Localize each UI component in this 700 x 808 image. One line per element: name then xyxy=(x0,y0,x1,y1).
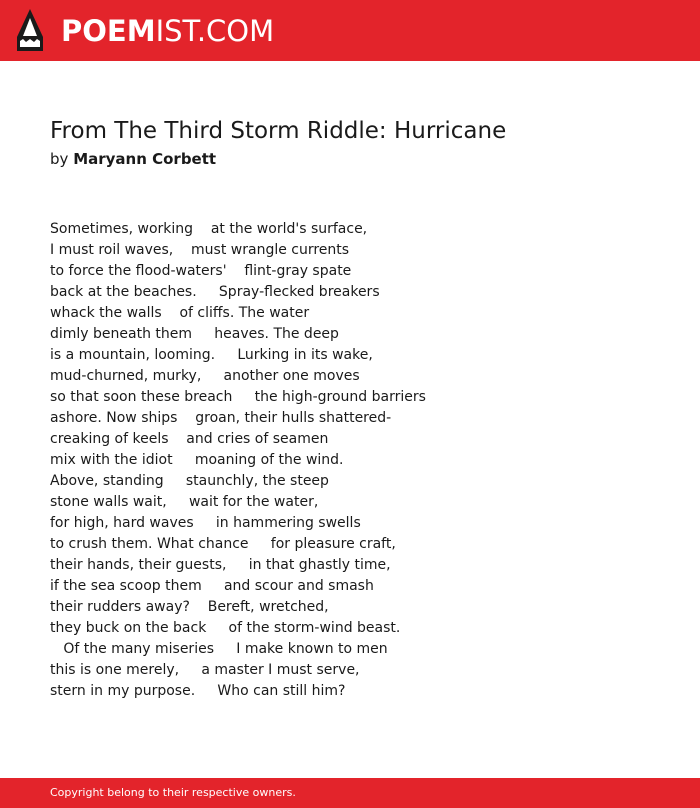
poem-line: back at the beaches. Spray-flecked breakers xyxy=(50,284,380,300)
poem-line: I must roil waves, must wrangle currents xyxy=(50,242,350,258)
poem-line: they buck on the back of the storm-wind beast. xyxy=(50,620,401,636)
byline xyxy=(50,149,216,169)
poem-line: stern in my purpose. Who can still him? xyxy=(50,683,346,699)
poem-line: their hands, their guests, in that ghastly time, xyxy=(50,557,391,573)
author-name: Maryann Corbett xyxy=(73,150,217,168)
poem-line: whack the walls of cliffs. The water xyxy=(50,305,310,321)
by-label: by xyxy=(50,150,69,168)
poem-title: From The Third Storm Riddle: Hurricane xyxy=(50,118,507,144)
site-header xyxy=(0,0,700,61)
poem-line: so that soon these breach the high-ground barriers xyxy=(50,389,426,405)
logo-bold-text: POEM xyxy=(61,14,156,48)
poem-line: ashore. Now ships groan, their hulls shattered- xyxy=(50,410,392,426)
poem-line: dimly beneath them heaves. The deep xyxy=(50,326,339,342)
site-logo[interactable] xyxy=(61,11,274,51)
site-footer xyxy=(0,778,700,808)
poem-line: mud-churned, murky, another one moves xyxy=(50,368,360,384)
poem-line: to force the flood-waters' flint-gray spate xyxy=(50,263,352,279)
poem-line: this is one merely, a master I must serve, xyxy=(50,662,360,678)
poem-body xyxy=(50,219,426,702)
poem-line: if the sea scoop them and scour and smash xyxy=(50,578,374,594)
poem-line: for high, hard waves in hammering swells xyxy=(50,515,361,531)
poem-line: mix with the idiot moaning of the wind. xyxy=(50,452,344,468)
logo-light-text: IST.COM xyxy=(155,14,275,48)
poem-line: their rudders away? Bereft, wretched, xyxy=(50,599,329,615)
copyright-notice: Copyright belong to their respective owners. xyxy=(50,786,296,799)
poem-line: to crush them. What chance for pleasure craft, xyxy=(50,536,396,552)
poem-line: stone walls wait, wait for the water, xyxy=(50,494,319,510)
pencil-tip-icon[interactable] xyxy=(17,9,43,51)
poem-line: Above, standing staunchly, the steep xyxy=(50,473,329,489)
poem-line: is a mountain, looming. Lurking in its wake, xyxy=(50,347,373,363)
poem-line: creaking of keels and cries of seamen xyxy=(50,431,329,447)
poem-line: Sometimes, working at the world's surface, xyxy=(50,221,368,237)
poem-line: Of the many miseries I make known to men xyxy=(50,641,388,657)
